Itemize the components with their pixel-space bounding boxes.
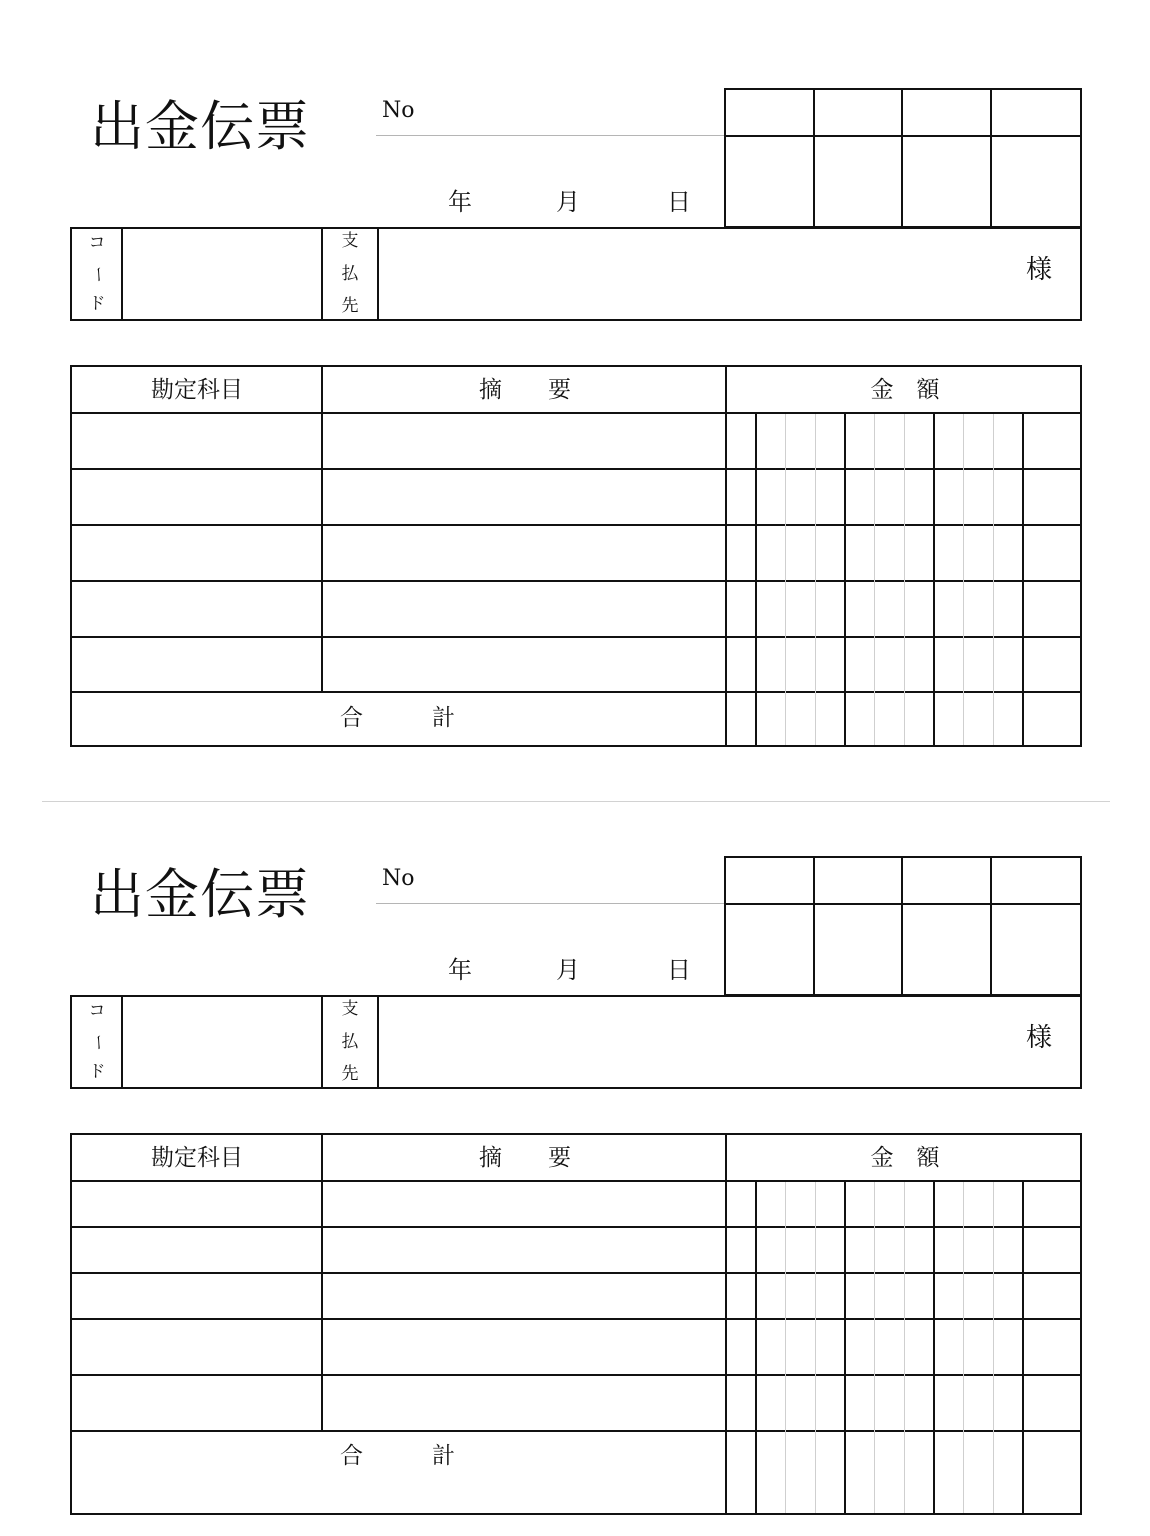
date-year-label: 年: [448, 188, 472, 216]
account-cell[interactable]: [72, 638, 320, 691]
date-day-label: 日: [667, 188, 691, 216]
header-account: 勘定科目: [151, 376, 243, 403]
payee-label: 支 払 先: [341, 231, 359, 316]
summary-cell[interactable]: [324, 470, 724, 524]
summary-cell[interactable]: [324, 638, 724, 691]
account-cell[interactable]: [72, 1320, 320, 1374]
date-month-label: 月: [556, 188, 580, 216]
payee-suffix: 様: [1025, 255, 1052, 285]
date-day-label: 日: [667, 956, 691, 984]
header-summary: 摘 要: [479, 376, 571, 403]
account-cell[interactable]: [72, 582, 320, 636]
stamp-cell[interactable]: [726, 905, 815, 994]
stamp-cell[interactable]: [992, 905, 1081, 994]
approval-stamp-grid: [724, 856, 1082, 996]
account-cell[interactable]: [72, 1228, 320, 1272]
entry-table: [70, 1133, 1082, 1515]
stamp-header-cell[interactable]: [992, 90, 1081, 137]
summary-cell[interactable]: [324, 1182, 724, 1226]
stamp-cell[interactable]: [903, 137, 992, 226]
summary-cell[interactable]: [324, 1320, 724, 1374]
header-amount: 金 額: [870, 1144, 940, 1171]
stamp-header-cell[interactable]: [726, 90, 815, 137]
stamp-cell[interactable]: [992, 137, 1081, 226]
stamp-cell[interactable]: [815, 905, 904, 994]
slip-title: 出金伝票: [90, 95, 310, 158]
account-cell[interactable]: [72, 470, 320, 524]
summary-cell[interactable]: [324, 582, 724, 636]
stamp-header-cell[interactable]: [903, 90, 992, 137]
summary-cell[interactable]: [324, 1376, 724, 1430]
entry-table: [70, 365, 1082, 747]
summary-cell[interactable]: [324, 414, 724, 468]
stamp-header-cell[interactable]: [992, 858, 1081, 905]
code-field[interactable]: [123, 229, 321, 319]
payee-field[interactable]: [379, 997, 1010, 1087]
number-field[interactable]: [376, 135, 726, 136]
stamp-cell[interactable]: [903, 905, 992, 994]
voucher-slip-2: [0, 768, 1150, 1536]
summary-cell[interactable]: [324, 526, 724, 580]
header-amount: 金 額: [870, 376, 940, 403]
number-field[interactable]: [376, 903, 726, 904]
approval-stamp-grid: [724, 88, 1082, 228]
code-payee-row: [70, 995, 1082, 1089]
stamp-cell[interactable]: [726, 137, 815, 226]
header-summary: 摘 要: [479, 1144, 571, 1171]
code-label: コ ー ド: [87, 1001, 108, 1082]
account-cell[interactable]: [72, 1182, 320, 1226]
account-cell[interactable]: [72, 1376, 320, 1430]
stamp-cell[interactable]: [815, 137, 904, 226]
total-label: 合 計: [340, 705, 455, 731]
stamp-header-cell[interactable]: [815, 90, 904, 137]
date-year-label: 年: [448, 956, 472, 984]
number-label: No: [382, 98, 415, 123]
date-month-label: 月: [556, 956, 580, 984]
payee-field[interactable]: [379, 229, 1010, 319]
code-label: コ ー ド: [87, 233, 108, 314]
number-label: No: [382, 866, 415, 891]
total-label: 合 計: [340, 1443, 455, 1469]
code-field[interactable]: [123, 997, 321, 1087]
account-cell[interactable]: [72, 414, 320, 468]
payee-suffix: 様: [1025, 1023, 1052, 1053]
summary-cell[interactable]: [324, 1274, 724, 1318]
stamp-header-cell[interactable]: [903, 858, 992, 905]
account-cell[interactable]: [72, 1274, 320, 1318]
slip-title: 出金伝票: [90, 863, 310, 926]
stamp-header-cell[interactable]: [815, 858, 904, 905]
summary-cell[interactable]: [324, 1228, 724, 1272]
header-account: 勘定科目: [151, 1144, 243, 1171]
payee-label: 支 払 先: [341, 999, 359, 1084]
stamp-header-cell[interactable]: [726, 858, 815, 905]
account-cell[interactable]: [72, 526, 320, 580]
code-payee-row: [70, 227, 1082, 321]
